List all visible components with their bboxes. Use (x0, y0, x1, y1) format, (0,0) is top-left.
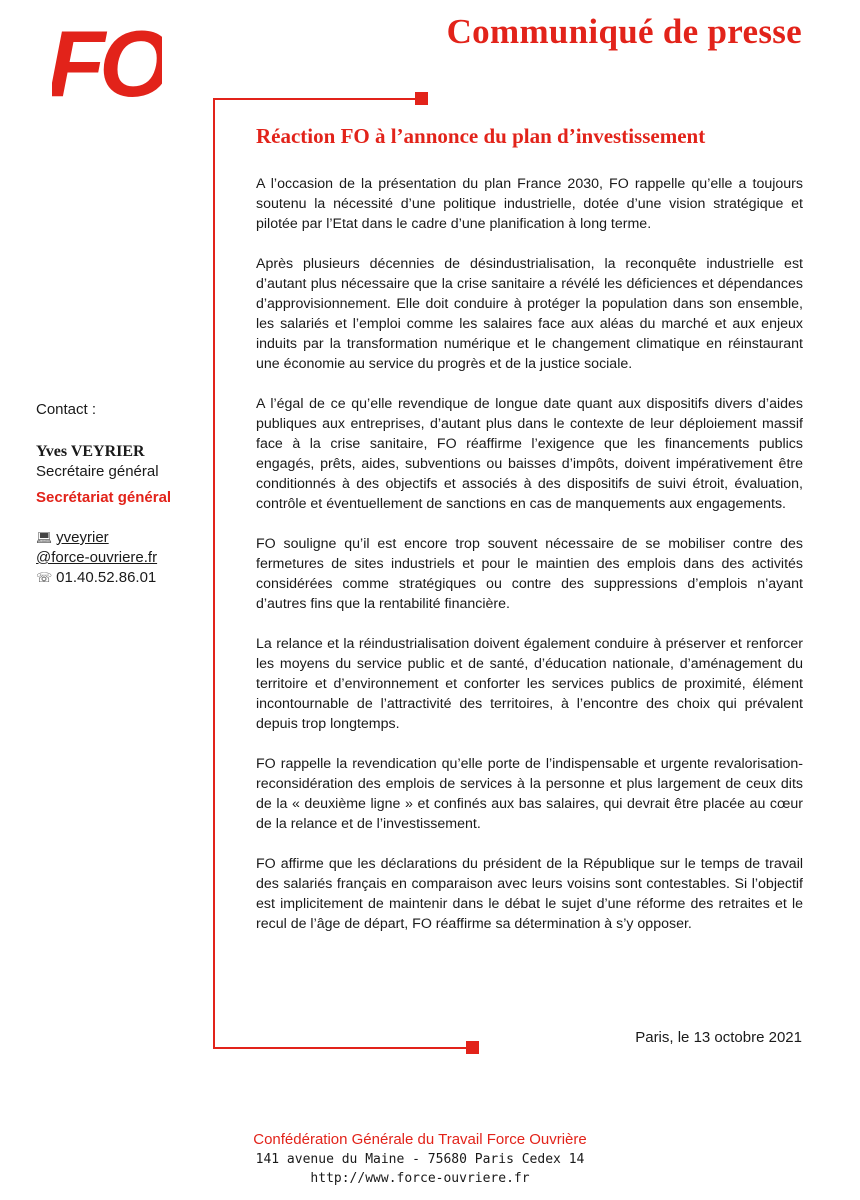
body-paragraph: FO rappelle la revendication qu’elle porte de l’indispensable et urgente revalorisation-reconsidération des emplois de services à la personne et plus largement de ceux dits de la « deuxième ligne » et confinés aux bas salaires, qui devrait être placée au cœur de la relance et de l’investissement. (256, 756, 803, 832)
frame-top-line (213, 98, 420, 100)
frame-top-square (415, 92, 428, 105)
contact-phone-line (36, 568, 206, 588)
body-paragraph: FO souligne qu’il est encore trop souvent nécessaire de se mobiliser contre des fermetures de sites industriels et pour le maintien des emplois dans des activités considérées comme stratégiques ou contre des suppressions d’emplois n’ayant d’autres fins que la rentabilité financière. (256, 536, 803, 612)
contact-name: Yves VEYRIER (36, 443, 145, 460)
contact-label: Contact : (36, 401, 97, 418)
footer (0, 1130, 840, 1188)
frame-bottom-square (466, 1041, 479, 1054)
contact-block (36, 400, 206, 588)
footer-address: 141 avenue du Maine - 75680 Paris Cedex 14 (255, 1152, 585, 1167)
contact-department: Secrétariat général (36, 489, 172, 506)
press-release-body (256, 174, 803, 954)
document-type-title: Communiqué de presse (446, 12, 802, 51)
logo-text: FO (52, 11, 162, 108)
telephone-icon: ☏ (36, 570, 53, 585)
contact-email-domain[interactable]: @force-ouvriere.fr (36, 549, 158, 566)
release-date: Paris, le 13 octobre 2021 (635, 1029, 802, 1046)
press-release-headline: Réaction FO à l’annonce du plan d’investissement (256, 124, 706, 148)
body-paragraph: FO affirme que les déclarations du président de la République sur le temps de travail des salariés français en comparaison avec leurs voisins sont contestables. Si l’objectif est implicitement de maintenir dans le débat le sujet d’une réforme des retraites et le recul de l’âge de départ, FO réaffirme sa détermination à s’y opposer. (256, 856, 803, 932)
footer-website-link[interactable]: http://www.force-ouvriere.fr (310, 1171, 530, 1186)
body-paragraph: A l’occasion de la présentation du plan France 2030, FO rappelle qu’elle a toujours soutenu la nécessité d’une politique industrielle, dotée d’une vision stratégique et pilotée par l’Etat dans le cadre d’une planification à long terme. (256, 176, 803, 232)
footer-organization: Confédération Générale du Travail Force Ouvrière (253, 1131, 587, 1148)
frame-left-line (213, 98, 215, 1049)
contact-role: Secrétaire général (36, 463, 159, 480)
body-paragraph: La relance et la réindustrialisation doivent également conduire à préserver et renforcer les moyens du service public et de santé, d’éducation nationale, d’aménagement du territoire et d’environnement et conforter les services publics de proximité, élément incontournable de l’attractivité des territoires, à l’encontre des choix qui prévalent depuis trop longtemps. (256, 636, 803, 732)
contact-email-user[interactable]: yveyrier (56, 529, 109, 546)
fo-logo (52, 8, 162, 108)
body-paragraph: A l’égal de ce qu’elle revendique de longue date quant aux dispositifs divers d’aides publiques aux entreprises, d’autant plus dans le contexte de leur déploiement massif face à la crise sanitaire, FO réaffirme l’exigence que les financements publics engagés, prêts, aides, subventions ou baisses d’impôts, doivent impérativement être conditionnés à des objectifs et associés à des dispositifs de suivi étroit, évaluation, contrôle et éventuellement de sanctions en cas de manquements aux engagements. (256, 396, 803, 512)
computer-icon: 💻︎ (36, 530, 53, 545)
body-paragraph: Après plusieurs décennies de désindustrialisation, la reconquête industrielle est d’autant plus nécessaire que la crise sanitaire a révélé les déficiences et dépendances d’approvisionnement. Elle doit conduire à protéger la population dans son ensemble, les salariés et l’emploi comme les salaires face aux aléas du marché et aux enjeux induits par la transformation numérique et le changement climatique en réinstaurant une économie au service du progrès et de la justice sociale. (256, 256, 803, 372)
contact-email-line[interactable] (36, 528, 206, 548)
frame-bottom-line (213, 1047, 473, 1049)
contact-phone: 01.40.52.86.01 (56, 569, 157, 586)
